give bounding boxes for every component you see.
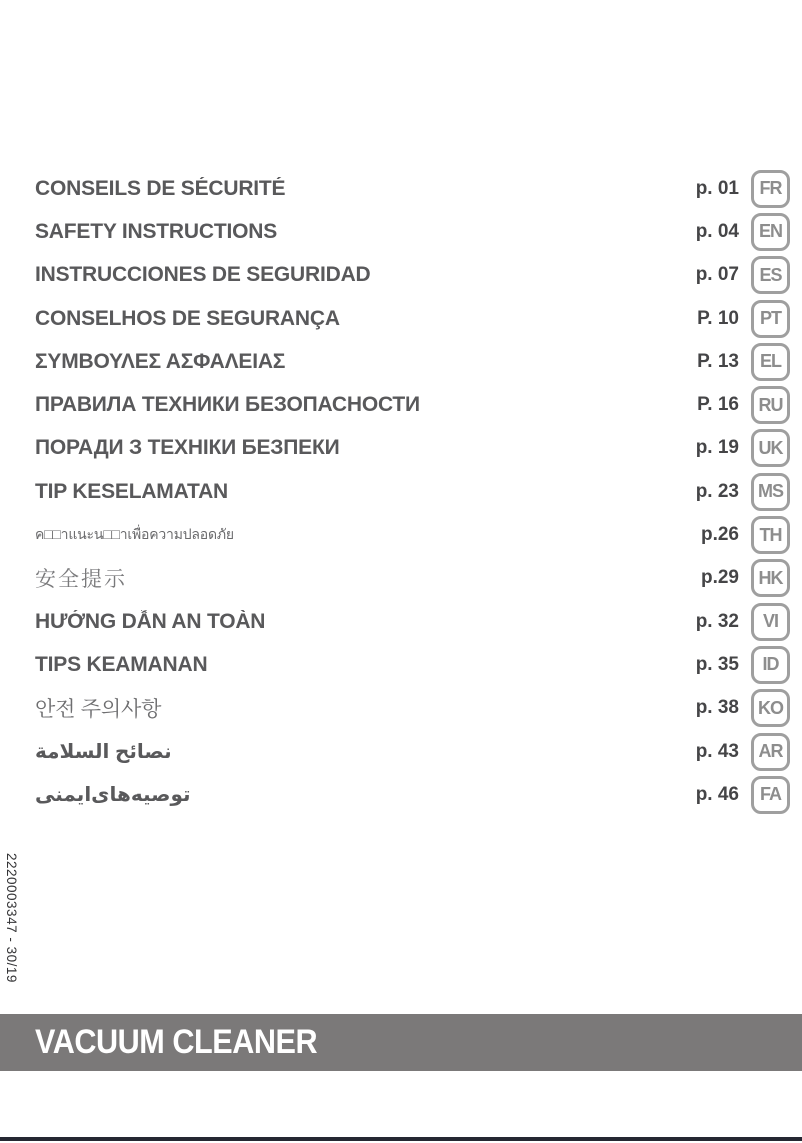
language-badge-vi: VI: [751, 603, 790, 641]
toc-row-title: CONSELHOS DE SEGURANÇA: [35, 306, 340, 330]
toc-row-title: ค□□าแนะน□□าเพื่อความปลอดภัย: [35, 526, 234, 543]
toc-row-uk: [35, 427, 790, 470]
toc-row-page-number: p. 04: [695, 220, 739, 242]
toc-row-title: نصائح السلامة: [35, 741, 172, 763]
language-badge-ko: KO: [751, 689, 790, 727]
reference-code-vertical: 2220003347 - 30/19: [4, 853, 19, 983]
toc-row-page-number: p.26: [700, 524, 739, 546]
toc-row-ru: [35, 383, 790, 426]
toc-row-es: [35, 254, 790, 297]
toc-row-title: TIP KESELAMATAN: [35, 479, 229, 503]
toc-row-page-number: p. 01: [695, 177, 739, 199]
toc-row-hk: [35, 557, 790, 600]
toc-row-pt: [35, 297, 790, 340]
toc-row-ms: [35, 470, 790, 513]
toc-row-page-number: P. 10: [697, 307, 739, 329]
language-badge-fr: FR: [751, 170, 790, 208]
toc-row-page-number: p. 43: [695, 740, 739, 762]
toc-row-title: CONSEILS DE SÉCURITÉ: [35, 176, 286, 200]
toc-row-title: 安全提示: [35, 568, 127, 592]
toc-row-page-number: p. 46: [695, 783, 739, 805]
toc-row-title: HƯỚNG DẪN AN TOÀN: [35, 609, 266, 633]
toc-row-page-number: p. 32: [695, 610, 739, 632]
toc-row-title: TIPS KEAMANAN: [35, 652, 208, 676]
language-badge-ar: AR: [751, 733, 790, 771]
toc-row-page-number: p. 23: [695, 480, 739, 502]
toc-row-el: [35, 340, 790, 383]
language-badge-ru: RU: [751, 386, 790, 424]
language-badge-ms: MS: [751, 473, 790, 511]
toc-row-ar: [35, 730, 790, 773]
toc-row-vi: [35, 600, 790, 643]
language-badge-th: TH: [751, 516, 790, 554]
toc-row-title: ΣΥΜΒΟΥΛΕΣ ΑΣΦΑΛΕΙΑΣ: [35, 349, 286, 373]
language-badge-id: ID: [751, 646, 790, 684]
toc-row-page-number: p. 38: [695, 697, 739, 719]
toc-row-title: INSTRUCCIONES DE SEGURIDAD: [35, 263, 371, 287]
toc-row-page-number: p.29: [700, 567, 739, 589]
toc-row-title: توصیه‌های‌ایمنی: [35, 784, 191, 807]
language-badge-es: ES: [751, 256, 790, 294]
language-badge-fa: FA: [751, 776, 790, 814]
language-badge-hk: HK: [751, 559, 790, 597]
language-badge-pt: PT: [751, 300, 790, 338]
toc-row-page-number: p. 35: [695, 653, 739, 675]
language-badge-en: EN: [751, 213, 790, 251]
toc-row-title: ПОРАДИ З ТЕХНІКИ БЕЗПЕКИ: [35, 436, 340, 460]
toc-row-title: SAFETY INSTRUCTIONS: [35, 219, 277, 243]
product-banner-title: VACUUM CLEANER: [35, 1023, 318, 1061]
toc-row-th: [35, 513, 790, 556]
toc-row-page-number: p. 07: [695, 264, 739, 286]
toc-row-ko: [35, 687, 790, 730]
toc-row-page-number: P. 13: [697, 350, 739, 372]
toc-row-en: [35, 210, 790, 253]
toc-row-page-number: p. 19: [695, 437, 739, 459]
toc-row-fr: [35, 167, 790, 210]
product-banner: [0, 1014, 802, 1071]
toc-row-fa: [35, 773, 790, 816]
language-badge-uk: UK: [751, 429, 790, 467]
toc-list: [35, 167, 790, 816]
bottom-rule: [0, 1137, 802, 1141]
language-badge-el: EL: [751, 343, 790, 381]
toc-row-title: ПРАВИЛА ТЕХНИКИ БЕЗОПАСНОСТИ: [35, 393, 420, 417]
toc-row-title: 안전 주의사항: [35, 698, 162, 722]
toc-row-page-number: P. 16: [697, 394, 739, 416]
toc-row-id: [35, 643, 790, 686]
